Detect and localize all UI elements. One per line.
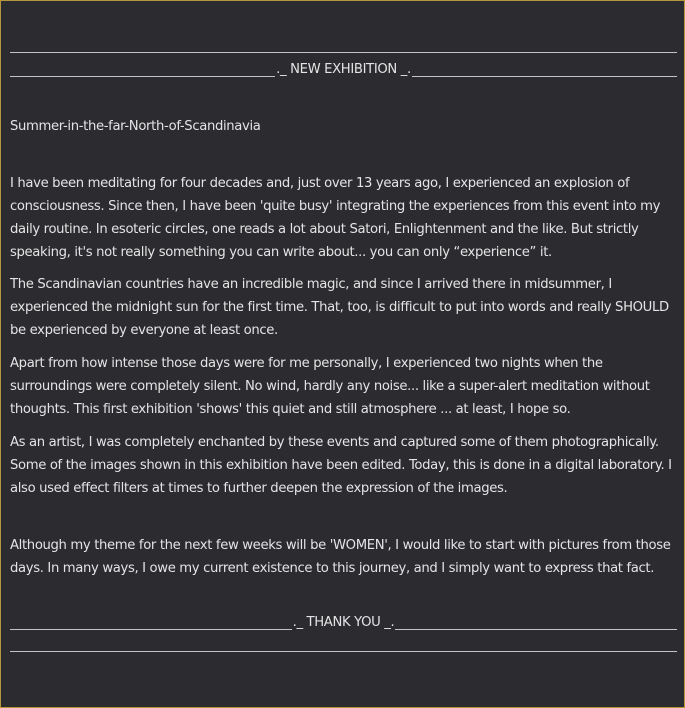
banner-right-line [412,76,677,77]
banner-left-line [10,76,275,77]
footer-left-line [10,629,292,630]
banner-title: ._ NEW EXHIBITION _. [276,62,411,77]
exhibition-subtitle: Summer-in-the-far-North-of-Scandinavia [10,119,261,134]
footer-right-line [395,629,677,630]
paragraph-meditation: I have been meditating for four decades and, just over 13 years ago, I experienced an explosion of consciousness. Since then, I have been 'quite busy' integrating the experiences from this event into my daily routine. In esoteric circles, one reads a lot about Satori, Enlightenment and the like. But strictly speaking, it's not really something you can write about... you can only “experience” it. [10,176,661,260]
paragraph-artist: As an artist, I was completely enchanted by these events and captured some of them photographically. Some of the images shown in this exhibition have been edited. Today, this is done in a digital laboratory. I also used effect filters at times to further deepen the expression of the images. [10,435,672,496]
paragraph-theme: Although my theme for the next few weeks will be 'WOMEN', I would like to start with pictures from those days. In many ways, I owe my current existence to this journey, and I simply want to express that fact. [10,538,671,576]
paragraph-scandinavia: The Scandinavian countries have an incredible magic, and since I arrived there in midsummer, I experienced the midnight sun for the first time. That, too, is difficult to put into words and really SHOULD be experienced by everyone at least once. [10,277,669,338]
exhibition-banner [10,61,677,79]
thank-you-banner [10,614,677,632]
paragraph-silence: Apart from how intense those days were for me personally, I experienced two nights when the surroundings were completely silent. No wind, hardly any noise... like a super-alert meditation without thoughts. This first exhibition 'shows' this quiet and still atmosphere ... at least, I hope so. [10,356,650,417]
top-divider [10,52,677,53]
bottom-divider [10,651,677,652]
thank-you-label: ._ THANK YOU _. [292,615,395,630]
